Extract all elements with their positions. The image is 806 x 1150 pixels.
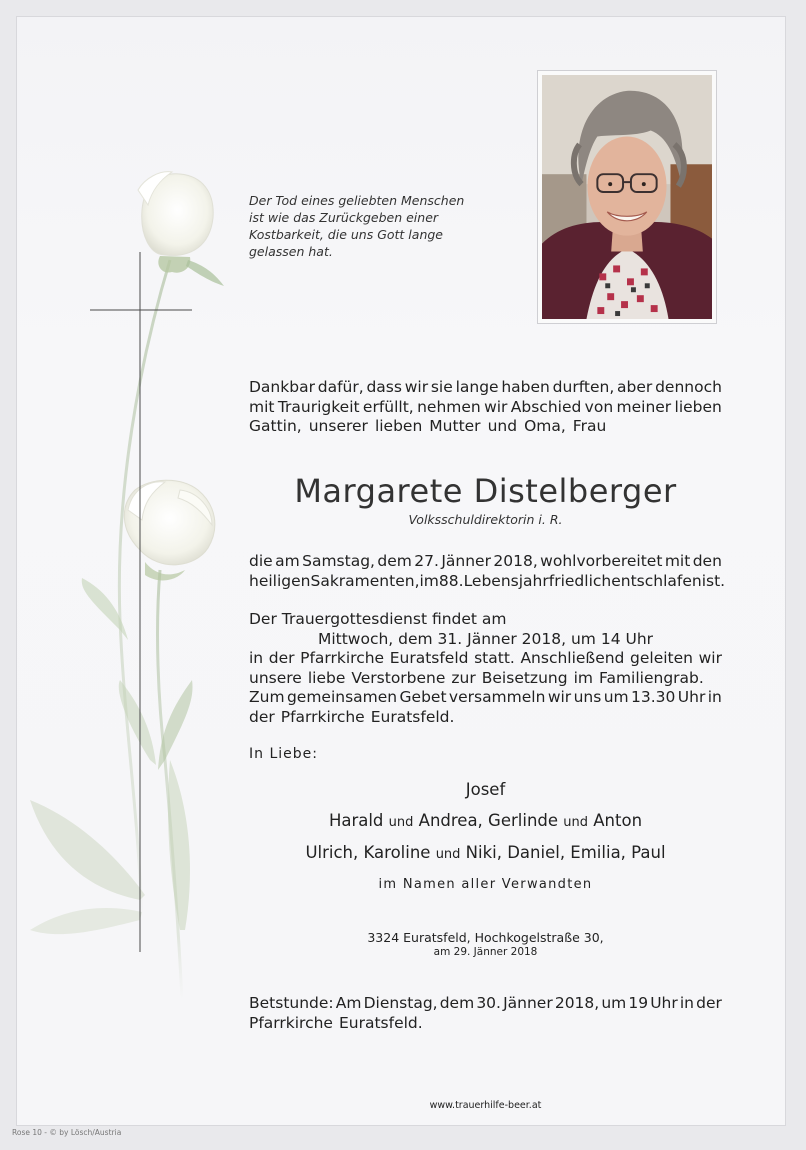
word: zur bbox=[451, 668, 476, 687]
notice-line bbox=[249, 552, 722, 572]
word: 2018, bbox=[554, 994, 600, 1012]
word: Anschließend bbox=[520, 649, 625, 667]
mourner-name: Ulrich, Karoline bbox=[305, 843, 431, 862]
word: liebe bbox=[307, 668, 346, 687]
word: Samstag, bbox=[302, 552, 375, 570]
quote-line: Der Tod eines geliebten Menschen bbox=[249, 193, 465, 208]
word: Dankbar bbox=[249, 378, 315, 396]
conjunction: und bbox=[435, 847, 461, 862]
word: unserer bbox=[308, 417, 368, 435]
intro-line bbox=[249, 378, 722, 398]
word: dennoch bbox=[655, 378, 722, 396]
intro-paragraph bbox=[249, 378, 722, 437]
mourner-line bbox=[249, 811, 722, 830]
word: wir bbox=[484, 397, 508, 416]
word: um bbox=[601, 994, 627, 1012]
website-link[interactable]: www.trauerhilfe-beer.at bbox=[429, 1100, 542, 1111]
word: gemeinsamen bbox=[286, 688, 398, 706]
word: unsere bbox=[249, 668, 302, 687]
word: und bbox=[487, 417, 518, 435]
word: Abschied bbox=[510, 397, 582, 416]
word: Sakramenten, bbox=[310, 571, 420, 590]
mourner-line: Josef bbox=[465, 780, 506, 799]
relatives-line: im Namen aller Verwandten bbox=[378, 877, 593, 892]
word: um bbox=[603, 688, 629, 706]
quote-line: Kostbarkeit, die uns Gott lange bbox=[249, 227, 443, 242]
word: 88. bbox=[438, 571, 464, 590]
copyright-note: Rose 10 - © by Lösch/Austria bbox=[12, 1128, 122, 1137]
intro-line bbox=[249, 398, 722, 418]
word: meiner bbox=[616, 397, 672, 416]
death-notice bbox=[249, 552, 726, 591]
word: Mutter bbox=[429, 417, 481, 435]
word: die bbox=[249, 552, 273, 570]
word: Pfarrkirche bbox=[249, 1013, 333, 1032]
word: Betstunde: bbox=[249, 994, 334, 1012]
word: Traurigkeit bbox=[277, 397, 360, 416]
word: der bbox=[696, 994, 722, 1012]
word: dem bbox=[439, 994, 475, 1012]
word: Dienstag, bbox=[363, 994, 438, 1012]
quote-line: ist wie das Zurückgeben einer bbox=[249, 210, 439, 225]
word: wir bbox=[547, 688, 572, 706]
word: dafür, bbox=[317, 378, 364, 396]
word: Euratsfeld. bbox=[370, 707, 455, 726]
memorial-quote bbox=[249, 192, 489, 260]
word: 27. bbox=[414, 552, 439, 570]
rose-illustration bbox=[20, 160, 250, 1020]
word: 2018, bbox=[493, 552, 538, 570]
mourner-name: Anton bbox=[593, 811, 643, 830]
service-date: Mittwoch, dem 31. Jänner 2018, um 14 Uhr bbox=[317, 629, 654, 648]
word: sie bbox=[430, 378, 453, 396]
word: ist. bbox=[701, 571, 726, 590]
word: Oma, bbox=[524, 417, 566, 435]
word: lieben bbox=[674, 397, 722, 416]
word: 19 bbox=[628, 994, 649, 1012]
word: mit bbox=[664, 552, 691, 570]
word: im bbox=[573, 668, 593, 687]
deceased-name: Margarete Distelberger bbox=[294, 472, 677, 510]
prayer-hour bbox=[249, 994, 722, 1033]
word: geleiten bbox=[630, 649, 693, 667]
word: durften, bbox=[552, 378, 615, 396]
word: von bbox=[584, 397, 614, 416]
word: statt. bbox=[474, 649, 515, 667]
word: wir bbox=[698, 649, 722, 667]
mourner-name: Niki, Daniel, Emilia, Paul bbox=[465, 843, 666, 862]
word: Gattin, bbox=[249, 417, 302, 435]
family-address: 3324 Euratsfeld, Hochkogelstraße 30, bbox=[367, 930, 604, 945]
mourner-name: Harald bbox=[328, 811, 384, 830]
word: 13.30 bbox=[631, 688, 676, 706]
notice-date: am 29. Jänner 2018 bbox=[433, 946, 538, 958]
word: Euratsfeld bbox=[389, 649, 469, 667]
word: erfüllt, bbox=[362, 397, 414, 416]
intro-line bbox=[249, 417, 722, 437]
word: dass bbox=[366, 378, 402, 396]
service-line bbox=[249, 669, 722, 689]
word: heiligen bbox=[249, 571, 311, 590]
deceased-title: Volksschuldirektorin i. R. bbox=[408, 512, 563, 527]
service-line bbox=[249, 688, 722, 708]
word: wir bbox=[404, 378, 429, 396]
word: der bbox=[249, 707, 275, 726]
portrait-photo bbox=[542, 75, 712, 319]
prayer-line bbox=[249, 1014, 722, 1034]
mourner-line bbox=[249, 843, 722, 862]
word: Zum bbox=[249, 688, 285, 706]
word: in bbox=[249, 649, 264, 667]
word: friedlich bbox=[548, 571, 612, 590]
word: Pfarrkirche bbox=[280, 707, 365, 726]
conjunction: und bbox=[563, 815, 589, 830]
funeral-service bbox=[249, 610, 722, 727]
word: versammeln bbox=[448, 688, 546, 706]
service-line bbox=[249, 649, 722, 669]
word: haben bbox=[501, 378, 550, 396]
word: aber bbox=[617, 378, 653, 396]
conjunction: und bbox=[388, 815, 414, 830]
word: Jänner bbox=[441, 552, 491, 570]
word: Gebet bbox=[399, 688, 447, 706]
word: im bbox=[419, 571, 439, 590]
prayer-line bbox=[249, 994, 722, 1014]
word: Frau bbox=[572, 417, 607, 435]
word: in bbox=[679, 994, 694, 1012]
word: wohlvorbereitet bbox=[540, 552, 663, 570]
word: lange bbox=[455, 378, 499, 396]
mourner-name: Andrea, Gerlinde bbox=[418, 811, 559, 830]
word: Am bbox=[335, 994, 362, 1012]
portrait-frame bbox=[537, 70, 717, 324]
word: uns bbox=[573, 688, 602, 706]
word: Beisetzung bbox=[481, 668, 568, 687]
word: Uhr bbox=[650, 994, 678, 1012]
notice-line bbox=[249, 571, 726, 592]
word: Uhr bbox=[677, 688, 706, 706]
word: Jänner bbox=[503, 994, 553, 1012]
word: dem bbox=[377, 552, 412, 570]
mourners-heading: In Liebe: bbox=[249, 746, 318, 762]
word: mit bbox=[249, 397, 275, 416]
word: den bbox=[692, 552, 722, 570]
word: lieben bbox=[374, 417, 423, 435]
word: nehmen bbox=[417, 397, 481, 416]
quote-line: gelassen hat. bbox=[249, 244, 333, 259]
word: Familiengrab. bbox=[598, 668, 704, 687]
service-intro: Der Trauergottesdienst findet am bbox=[249, 610, 507, 628]
word: der bbox=[268, 649, 295, 667]
word: entschlafen bbox=[611, 571, 702, 590]
word: 30. bbox=[476, 994, 501, 1012]
word: Verstorbene bbox=[351, 668, 446, 687]
word: Euratsfeld. bbox=[338, 1013, 423, 1032]
word: Lebensjahr bbox=[463, 571, 549, 590]
word: Pfarrkirche bbox=[300, 649, 385, 667]
service-line bbox=[249, 708, 722, 728]
word: in bbox=[707, 688, 722, 706]
word: am bbox=[275, 552, 300, 570]
